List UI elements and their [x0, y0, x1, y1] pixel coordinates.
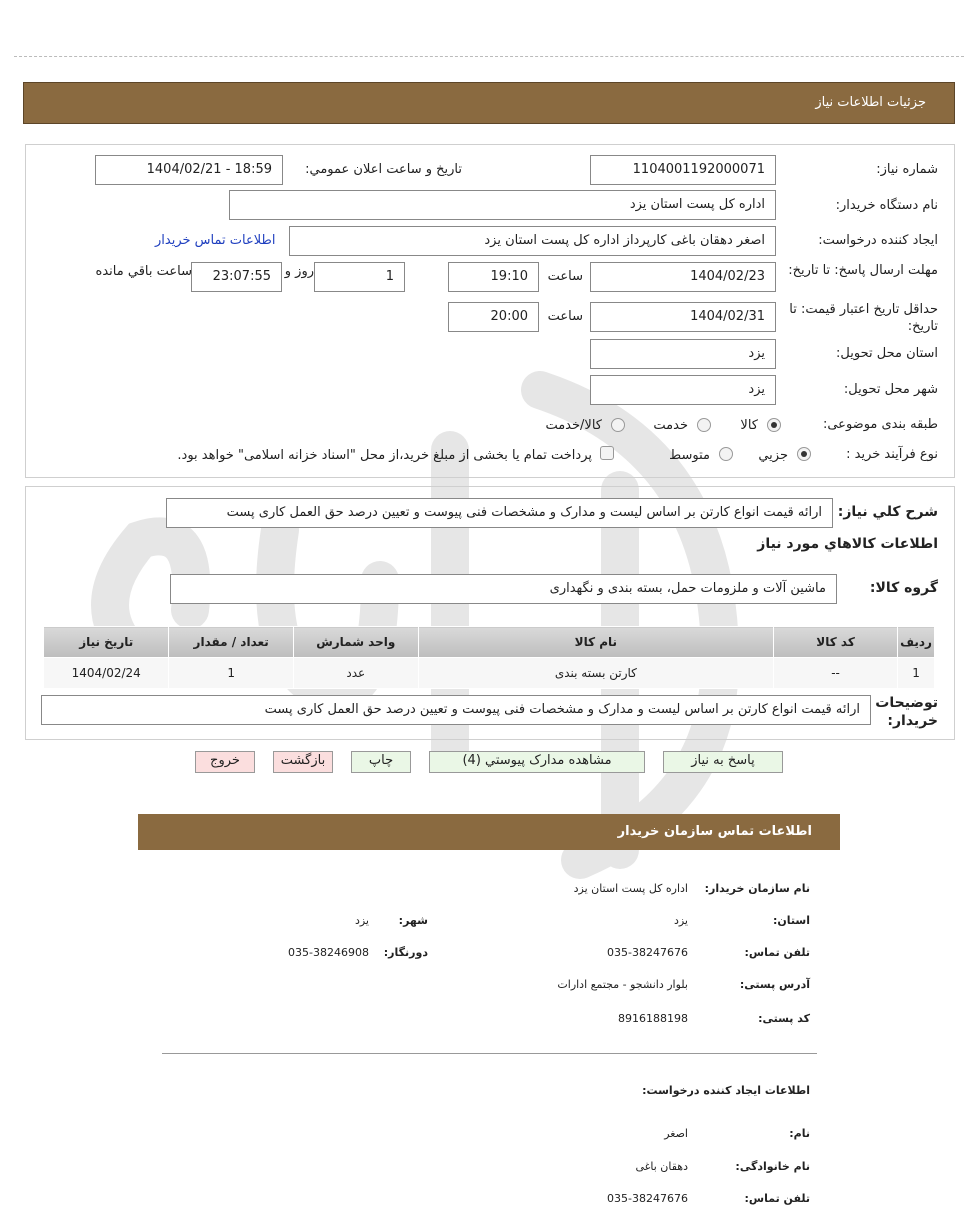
remaining-time-field: 23:07:55 — [191, 262, 282, 292]
contact-province-label: استان: — [773, 914, 810, 927]
creator-info-title: اطلاعات ایجاد کننده درخواست: — [642, 1084, 810, 1097]
creator-family-value: دهقان باغی — [635, 1160, 688, 1173]
cell-goods-code: -- — [774, 658, 898, 689]
province-field: یزد — [590, 339, 776, 369]
buyer-contact-header: اطلاعات تماس سازمان خریدار — [138, 814, 840, 850]
cell-row-number: 1 — [898, 658, 935, 689]
buyer-org-field: اداره کل پست استان یزد — [229, 190, 776, 220]
cell-quantity: 1 — [169, 658, 293, 689]
col-goods-name: نام کالا — [418, 627, 773, 658]
province-label: استان محل تحویل: — [836, 346, 938, 361]
buyer-notes-field: ارائه قیمت انواع کارتن بر اساس لیست و مدارک و مشخصات فنی پیوست و تعیین درصد حق العمل کاری پست — [41, 695, 871, 725]
contact-city-value: یزد — [354, 914, 369, 927]
creator-phone-value: 035-38247676 — [607, 1192, 688, 1205]
remaining-label: ساعت باقي مانده — [95, 264, 192, 279]
announce-label: تاریخ و ساعت اعلان عمومي: — [305, 162, 462, 177]
contact-province-value: یزد — [673, 914, 688, 927]
print-button[interactable]: چاپ — [351, 751, 411, 773]
cell-goods-name: کارتن بسته بندی — [418, 658, 773, 689]
contact-postal-label: کد پستی: — [758, 1012, 810, 1025]
top-divider — [14, 56, 964, 57]
validity-time-field: 20:00 — [448, 302, 539, 332]
category-label: طبقه بندی موضوعی: — [822, 417, 938, 432]
contact-phone-label: تلفن تماس: — [744, 946, 810, 959]
reply-button[interactable]: پاسخ به نیاز — [663, 751, 783, 773]
col-need-date: تاریخ نیاز — [44, 627, 169, 658]
col-quantity: تعداد / مقدار — [169, 627, 293, 658]
buyer-org-label: نام دستگاه خریدار: — [835, 198, 938, 213]
need-number-label: شماره نیاز: — [876, 162, 938, 177]
contact-city-label: شهر: — [398, 914, 428, 927]
deadline-label: مهلت ارسال پاسخ: تا تاریخ: — [788, 263, 938, 278]
summary-label: شرح كلي نياز: — [837, 504, 938, 520]
announce-field: 1404/02/21 - 18:59 — [95, 155, 283, 185]
treasury-payment-note: پرداخت تمام یا بخشی از مبلغ خرید،از محل "اسناد خزانه اسلامی" خواهد بود. — [177, 448, 592, 463]
category-both-label: کالا/خدمت — [545, 418, 602, 433]
contact-org-label: نام سازمان خریدار: — [704, 882, 810, 895]
col-goods-code: کد کالا — [774, 627, 898, 658]
deadline-time-field: 19:10 — [448, 262, 539, 292]
goods-group-field: ماشین آلات و ملزومات حمل، بسته بندی و نگهداری — [170, 574, 837, 604]
back-button[interactable]: بازگشت — [273, 751, 333, 773]
contact-address-label: آدرس پستی: — [739, 978, 810, 991]
cell-unit: عدد — [293, 658, 418, 689]
need-number-field: 1104001192000071 — [590, 155, 776, 185]
view-documents-button[interactable]: مشاهده مدارک پیوستي (4) — [429, 751, 645, 773]
category-goods-label: کالا — [740, 418, 758, 433]
summary-field: ارائه قیمت انواع کارتن بر اساس لیست و مدارک و مشخصات فنی پیوست و تعیین درصد حق العمل کاری پست — [166, 498, 833, 528]
purchase-type-label: نوع فرآیند خرید : — [846, 447, 938, 462]
table-header-row — [44, 627, 935, 658]
validity-time-label: ساعت — [547, 309, 583, 324]
purchase-radio-medium[interactable] — [719, 447, 733, 461]
creator-family-label: نام خانوادگی: — [735, 1160, 810, 1173]
col-row-number: رديف — [898, 627, 935, 658]
treasury-payment-checkbox[interactable] — [600, 446, 614, 460]
city-label: شهر محل تحویل: — [843, 382, 938, 397]
purchase-radio-minor[interactable] — [797, 447, 811, 461]
deadline-date-field: 1404/02/23 — [590, 262, 776, 292]
exit-button[interactable]: خروج — [195, 751, 255, 773]
purchase-minor-label: جزیي — [758, 448, 788, 463]
validity-date-field: 1404/02/31 — [590, 302, 776, 332]
contact-fax-value: 035-38246908 — [288, 946, 369, 959]
days-label: روز و — [284, 264, 314, 279]
buyer-contact-link[interactable]: اطلاعات تماس خریدار — [155, 233, 276, 248]
validity-label: حداقل تاریخ اعتبار قیمت: تا تاریخ: — [789, 302, 938, 334]
goods-info-title: اطلاعات كالاهاي مورد نياز — [757, 536, 938, 552]
requester-field: اصغر دهقان باغی کارپرداز اداره کل پست استان یزد — [289, 226, 776, 256]
goods-group-label: گروه كالا: — [869, 580, 938, 596]
buyer-notes-label: توضیحات خریدار: — [875, 695, 938, 729]
creator-name-label: نام: — [789, 1127, 810, 1140]
table-row — [44, 658, 935, 689]
requester-label: ایجاد کننده درخواست: — [818, 233, 938, 248]
days-field: 1 — [314, 262, 405, 292]
category-radio-goods[interactable] — [767, 418, 781, 432]
creator-phone-label: تلفن تماس: — [744, 1192, 810, 1205]
category-radio-both[interactable] — [611, 418, 625, 432]
contact-postal-value: 8916188198 — [618, 1012, 688, 1025]
contact-fax-label: دورنگار: — [383, 946, 428, 959]
category-radio-service[interactable] — [697, 418, 711, 432]
goods-table — [43, 626, 935, 689]
city-field: یزد — [590, 375, 776, 405]
contact-org-value: اداره کل پست استان یزد — [573, 882, 688, 895]
cell-need-date: 1404/02/24 — [44, 658, 169, 689]
deadline-time-label: ساعت — [547, 269, 583, 284]
creator-name-value: اصغر — [664, 1127, 688, 1140]
contact-address-value: بلوار دانشجو - مجتمع ادارات — [557, 978, 688, 991]
contact-phone-value: 035-38247676 — [607, 946, 688, 959]
contact-divider — [162, 1053, 817, 1054]
purchase-medium-label: متوسط — [669, 448, 710, 463]
category-service-label: خدمت — [653, 418, 688, 433]
col-unit: واحد شمارش — [293, 627, 418, 658]
page-header: جزئیات اطلاعات نیاز — [23, 82, 955, 124]
